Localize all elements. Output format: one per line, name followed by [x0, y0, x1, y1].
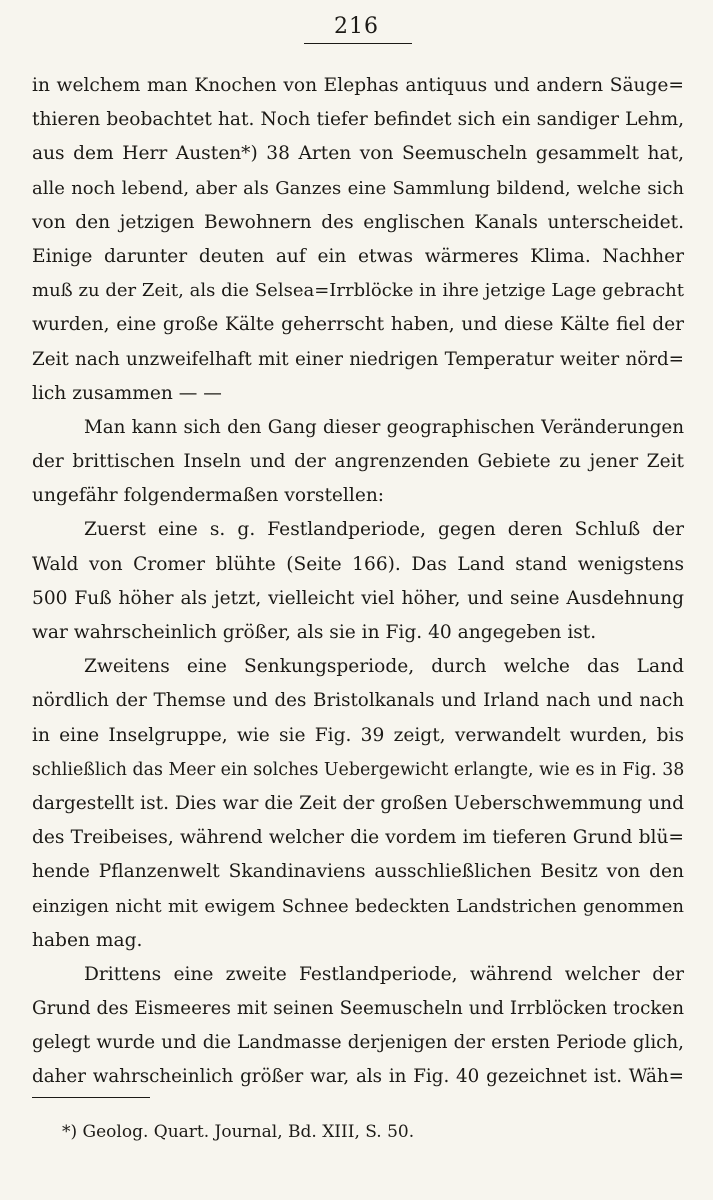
text-line: der brittischen Inseln und der angrenzenden Gebiete zu jener Zeit [32, 451, 684, 473]
text-line: aus dem Herr Austen*) 38 Arten von Seemuscheln gesammelt hat, [32, 143, 684, 165]
text-line: war wahrscheinlich größer, als sie in Fig. 40 angegeben ist. [32, 622, 597, 643]
paragraph-start-line: Man kann sich den Gang dieser geographischen Veränderungen [84, 416, 684, 438]
footnote-rule [32, 1097, 150, 1098]
text-line: gelegt wurde und die Landmasse derjenigen der ersten Periode glich, [32, 1032, 684, 1054]
text-line: hende Pflanzenwelt Skandinaviens ausschließlichen Besitz von den [32, 861, 684, 883]
text-line: dargestellt ist. Dies war die Zeit der großen Ueberschwemmung und [32, 792, 684, 814]
text-line: Zeit nach unzweifelhaft mit einer niedrigen Temperatur weiter nörd= [32, 348, 684, 370]
text-line: thieren beobachtet hat. Noch tiefer befindet sich ein sandiger Lehm, [32, 109, 684, 131]
page-number: 216 [334, 14, 379, 39]
text-line: lich zusammen — — [32, 382, 222, 404]
text-line: Grund des Eismeeres mit seinen Seemuscheln und Irrblöcken trocken [32, 998, 684, 1020]
text-line: von den jetzigen Bewohnern des englischen Kanals unterscheidet. [32, 211, 684, 233]
text-line: alle noch lebend, aber als Ganzes eine Sammlung bildend, welche sich [32, 177, 684, 199]
text-line: nördlich der Themse und des Bristolkanals und Irland nach und nach [32, 690, 684, 712]
text-line: des Treibeises, während welcher die vordem im tieferen Grund blü= [32, 827, 684, 849]
text-line: in welchem man Knochen von Elephas antiquus und andern Säuge= [32, 75, 684, 96]
text-line: wurden, eine große Kälte geherrscht haben, und diese Kälte fiel der [32, 314, 684, 336]
footnote: *) Geolog. Quart. Journal, Bd. XIII, S. 50. [62, 1122, 415, 1142]
text-line: ungefähr folgendermaßen vorstellen: [32, 485, 385, 507]
text-line: schließlich das Meer ein solches Uebergewicht erlangte, wie es in Fig. 38 [32, 759, 685, 780]
header-rule [304, 43, 412, 44]
text-line: haben mag. [32, 929, 143, 951]
paragraph-start-line: Zweitens eine Senkungsperiode, durch welche das Land [84, 656, 684, 678]
text-line: daher wahrscheinlich größer war, als in Fig. 40 gezeichnet ist. Wäh= [32, 1066, 684, 1088]
text-line: Wald von Cromer blühte (Seite 166). Das Land stand wenigstens [32, 553, 684, 575]
paragraph-start-line: Zuerst eine s. g. Festlandperiode, gegen deren Schluß der [84, 519, 684, 541]
text-line: muß zu der Zeit, als die Selsea=Irrblöcke in ihre jetzige Lage gebracht [32, 280, 684, 302]
text-line: 500 Fuß höher als jetzt, vielleicht viel höher, und seine Ausdehnung [32, 587, 684, 609]
text-line: einzigen nicht mit ewigem Schnee bedeckten Landstrichen genommen [32, 895, 684, 917]
text-line: in eine Inselgruppe, wie sie Fig. 39 zeigt, verwandelt wurden, bis [32, 724, 684, 746]
text-line: Einige darunter deuten auf ein etwas wärmeres Klima. Nachher [32, 245, 684, 267]
paragraph-start-line: Drittens eine zweite Festlandperiode, während welcher der [84, 963, 684, 985]
body-text [32, 69, 684, 1095]
